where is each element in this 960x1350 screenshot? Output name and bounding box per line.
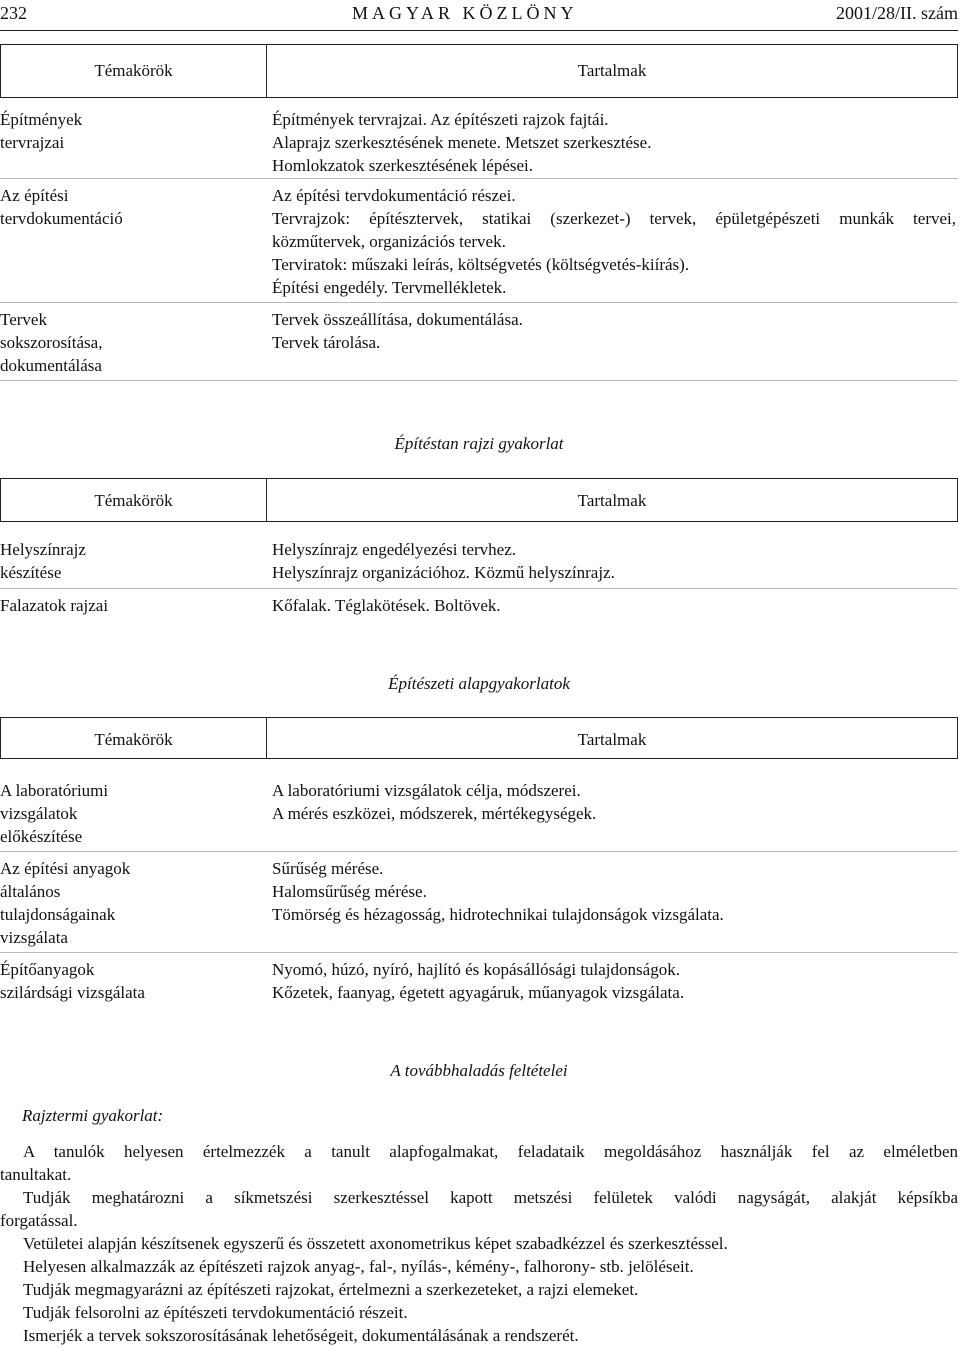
row-divider	[0, 302, 958, 303]
topic-cell: Építőanyagok szilárdsági vizsgálata	[0, 960, 145, 1002]
paragraph: A tanulók helyesen értelmezzék a tanult alapfogalmakat, feladataik megoldásához használják fel az elméletben	[23, 1142, 958, 1161]
content-cell: Tervek összeállítása, dokumentálása. Tervek tárolása.	[272, 310, 523, 352]
topic-cell: Az építési anyagok általános tulajdonságainak vizsgálata	[0, 859, 131, 947]
table-header-3	[0, 717, 958, 759]
column-header-topics: Témakörök	[94, 61, 173, 80]
topic-cell: A laboratóriumi vizsgálatok előkészítése	[0, 781, 109, 846]
issue-number: 2001/28/II. szám	[836, 3, 958, 23]
paragraph: Tudják felsorolni az építészeti tervdokumentáció részeit.	[23, 1303, 408, 1322]
paragraph: Helyesen alkalmazzák az építészeti rajzok anyag-, fal-, nyílás-, kémény-, falhorony- stb. jelöléseit.	[23, 1257, 694, 1276]
column-header-contents: Tartalmak	[577, 491, 647, 510]
journal-title: MAGYAR KÖZLÖNY	[352, 3, 578, 23]
topic-cell: Az építési tervdokumentáció	[0, 186, 123, 228]
column-header-topics: Témakörök	[94, 491, 173, 510]
paragraph: Tudják meghatározni a síkmetszési szerkesztéssel kapott metszési felületek valódi nagyságát, alakját képsíkba	[23, 1188, 958, 1207]
column-header-contents: Tartalmak	[577, 61, 647, 80]
page-header	[0, 2, 958, 26]
paragraph-continuation: tanultakat.	[0, 1165, 72, 1184]
topic-cell: Falazatok rajzai	[0, 596, 109, 615]
content-cell: Építmények tervrajzai. Az építészeti rajzok fajtái. Alaprajz szerkesztésének menete. Metszet szerkesztése. Homlokzatok szerkesztésének lépései.	[272, 110, 652, 175]
section-title: A továbbhaladás feltételei	[390, 1061, 568, 1080]
requirements-list	[0, 1140, 958, 1347]
table-header-1	[0, 44, 958, 98]
header-rule	[0, 30, 958, 31]
topic-cell: Tervek sokszorosítása, dokumentálása	[0, 310, 103, 375]
row-divider	[0, 851, 958, 852]
column-header-contents: Tartalmak	[577, 730, 647, 749]
column-header-topics: Témakörök	[94, 730, 173, 749]
content-cell: A laboratóriumi vizsgálatok célja, módszerei. A mérés eszközei, módszerek, mértékegységek.	[272, 781, 597, 823]
subsection-title: Rajztermi gyakorlat:	[22, 1106, 164, 1125]
table-header-2	[0, 478, 958, 522]
row-divider	[0, 952, 958, 953]
content-cell: Nyomó, húzó, nyíró, hajlító és kopásállósági tulajdonságok. Kőzetek, faanyag, égetett agyagáruk, műanyagok vizsgálata.	[272, 960, 685, 1002]
section-title: Építéstan rajzi gyakorlat	[394, 434, 564, 453]
paragraph: Ismerjék a tervek sokszorosításának lehetőségeit, dokumentálásának a rendszerét.	[23, 1326, 579, 1345]
content-cell: Sűrűség mérése. Halomsűrűség mérése. Tömörség és hézagosság, hidrotechnikai tulajdonságok vizsgálata.	[272, 859, 724, 924]
paragraph: Tudják megmagyarázni az építészeti rajzokat, értelmezni a szerkezeteket, a rajzi elemeket.	[23, 1280, 639, 1299]
topic-cell: Helyszínrajz készítése	[0, 540, 86, 582]
paragraph: Vetületei alapján készítsenek egyszerű és összetett axonometrikus képet szabadkézzel és szerkesztéssel.	[23, 1234, 728, 1253]
page-number: 232	[0, 3, 27, 23]
paragraph-continuation: forgatással.	[0, 1211, 78, 1230]
row-divider	[0, 178, 958, 179]
content-cell: Helyszínrajz engedélyezési tervhez. Helyszínrajz organizációhoz. Közmű helyszínrajz.	[272, 540, 615, 582]
row-divider	[0, 588, 958, 589]
row-divider	[0, 380, 958, 381]
content-cell: Kőfalak. Téglakötések. Boltövek.	[272, 596, 501, 615]
section-title: Építészeti alapgyakorlatok	[388, 674, 570, 693]
content-cell: Az építési tervdokumentáció részei. Tervrajzok: építésztervek, statikai (szerkezet-) tervek, épületgépészeti munkák tervei, közműtervek, organizációs tervek. Terviratok: műszaki leírás, költségvetés (költségvetés-kiírás). Építési engedély. Tervmellékletek.	[272, 186, 956, 297]
topic-cell: Építmények tervrajzai	[0, 110, 83, 152]
